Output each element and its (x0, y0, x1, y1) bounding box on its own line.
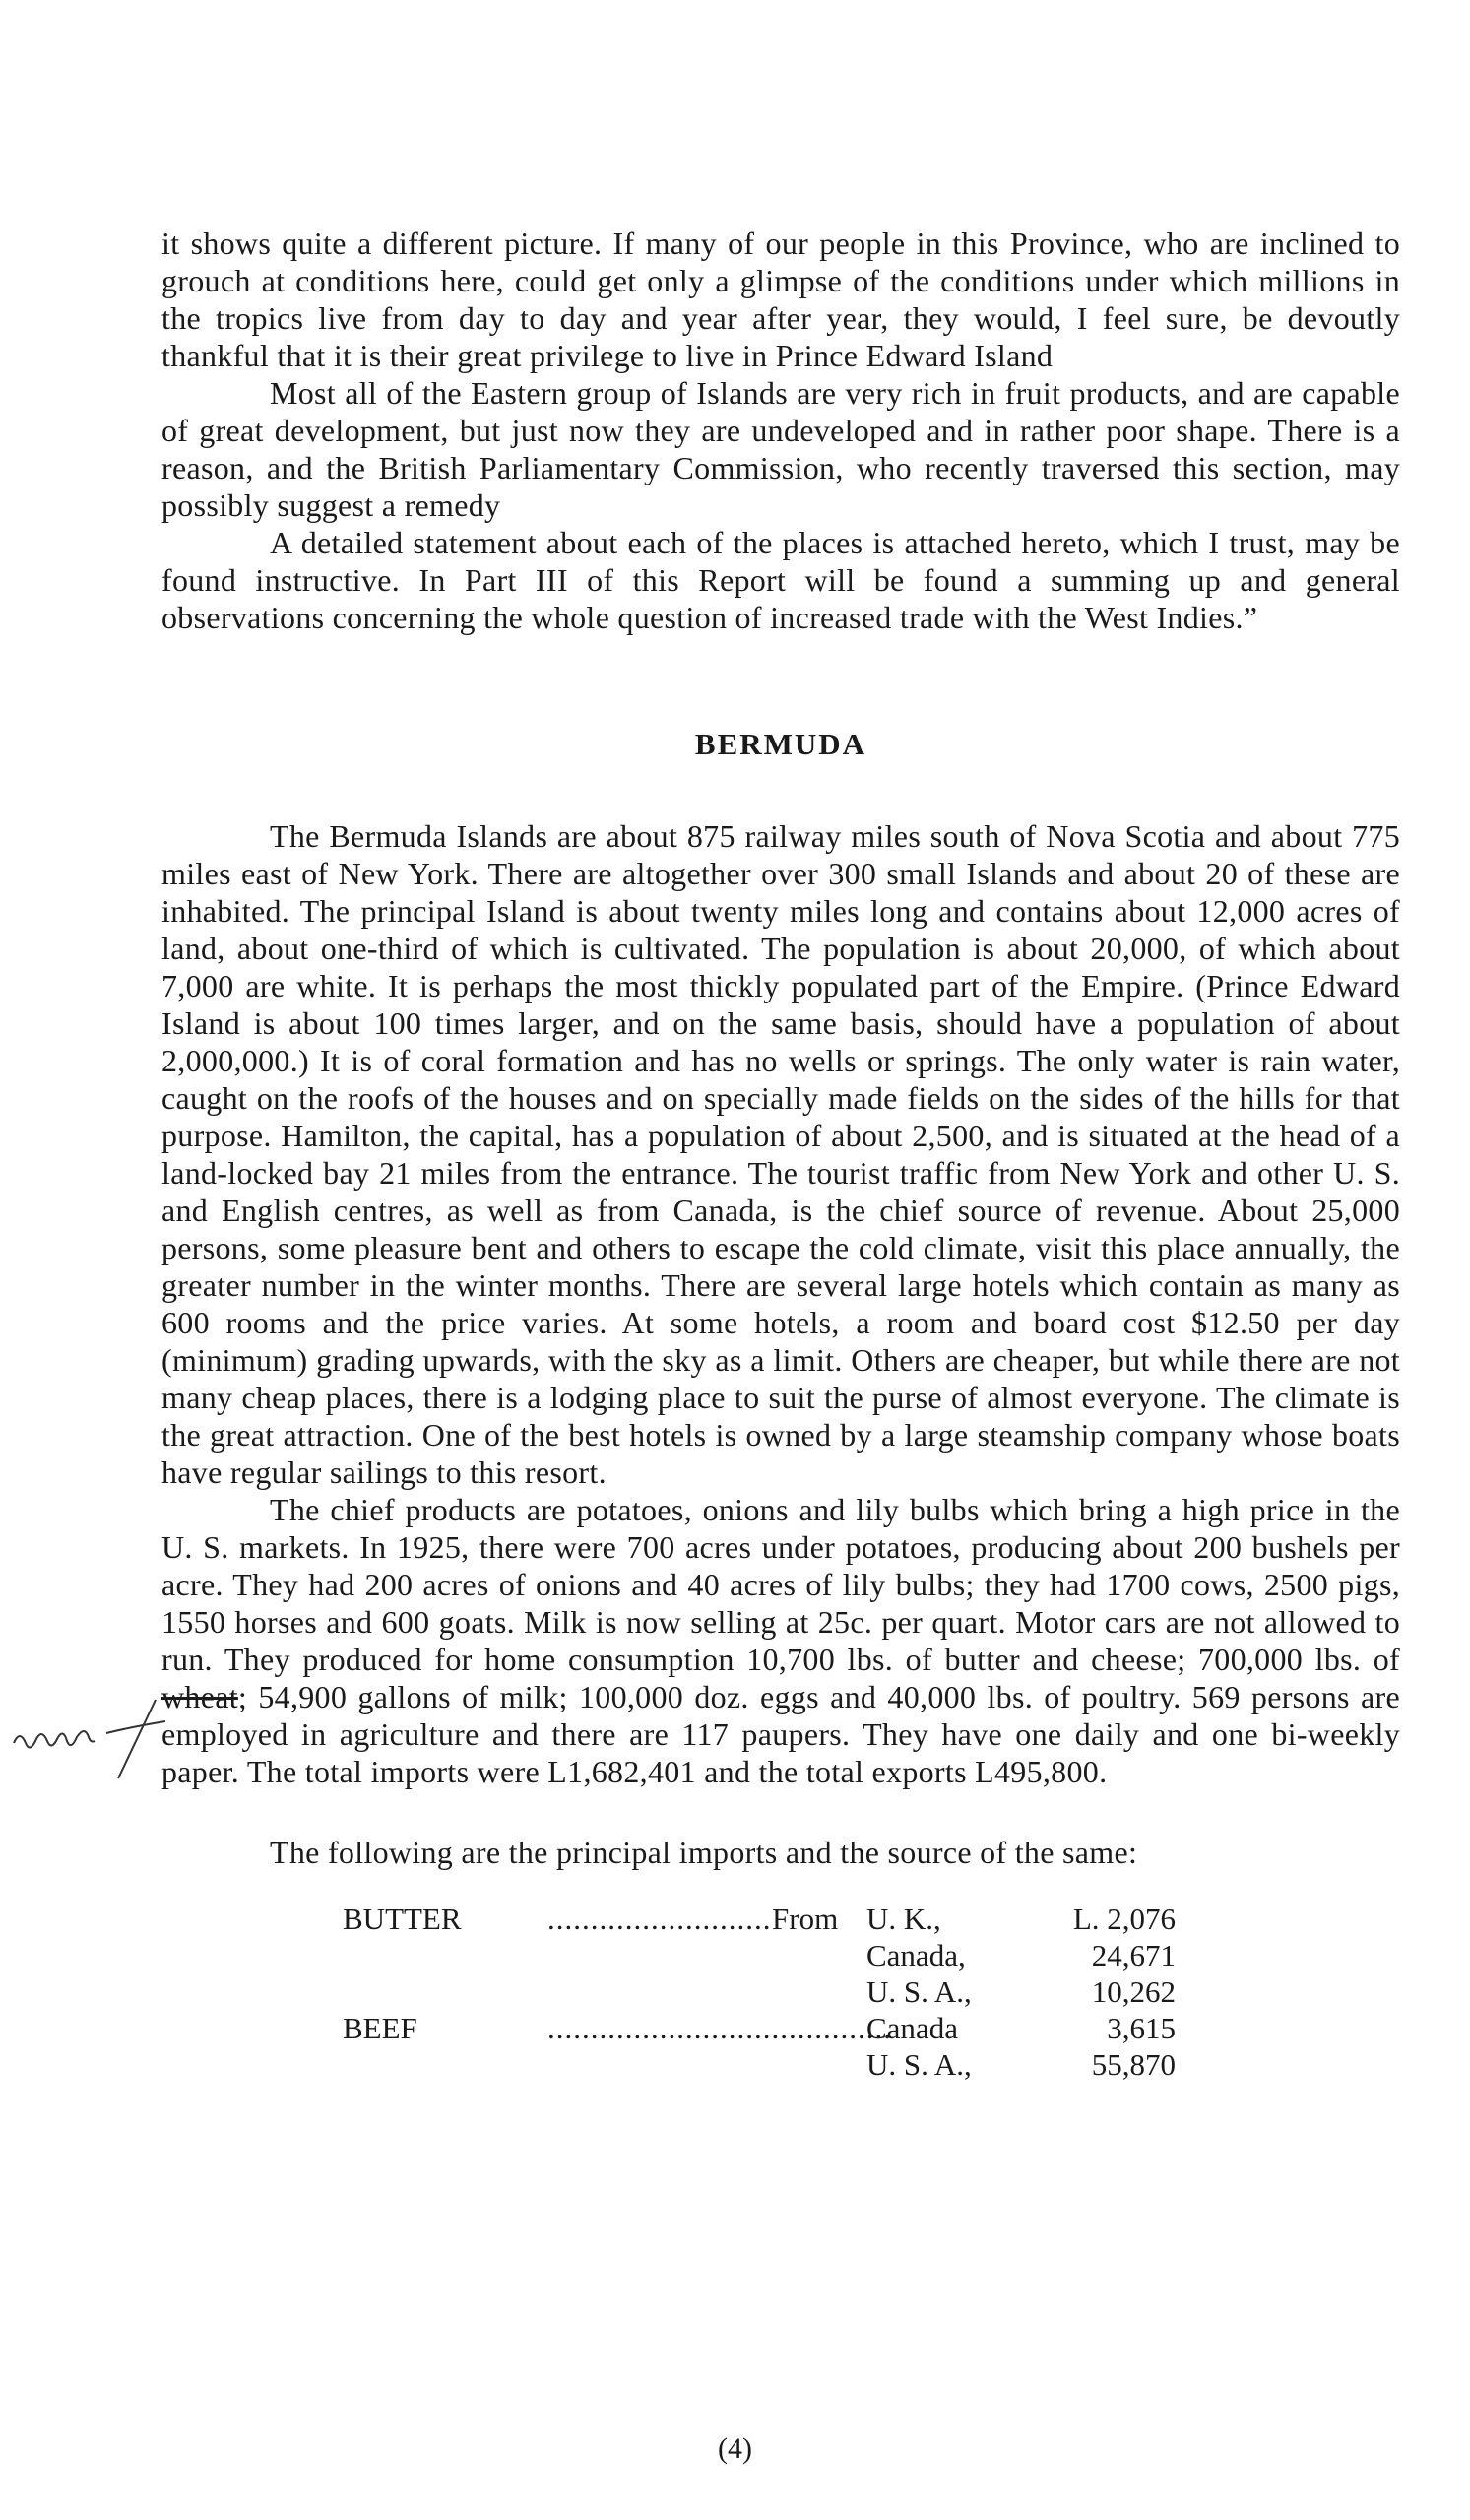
bermuda-paragraph-2 (161, 1491, 1400, 1790)
imports-table (161, 1901, 1400, 2083)
document-page (161, 225, 1400, 2083)
table-row (161, 2046, 1400, 2083)
import-source: Canada (866, 2011, 958, 2045)
import-amount: 10,262 (1091, 1974, 1176, 2009)
struck-word: wheat (161, 1679, 238, 1714)
intro-paragraph-1: it shows quite a different picture. If many of our people in this Province, who are inclined to grouch at conditions here, could get only a glimpse of the conditions under which millions in the tropics live from day to day and year after year, they would, I feel sure, be devoutly thankful that it is their great privilege to live in Prince Edward Island (161, 226, 1400, 373)
paragraph-2-text-b: ; 54,900 gallons of milk; 100,000 doz. eggs and 40,000 lbs. of poultry. 569 persons are employed in agriculture and there are 117 paupers. They have one daily and one bi-weekly paper. The total imports were L1,682,401 and the total exports L495,800. (161, 1679, 1400, 1789)
page-number: (4) (718, 2432, 752, 2465)
import-item: BUTTER (343, 1902, 462, 1936)
import-item: BEEF (343, 2011, 417, 2045)
table-row (161, 1937, 1400, 1973)
import-amount: 3,615 (1107, 2011, 1176, 2045)
table-row (161, 2010, 1400, 2046)
section-heading-bermuda: BERMUDA (694, 727, 867, 761)
intro-paragraph-3: A detailed statement about each of the places is attached hereto, which I trust, may be found instructive. In Part III of this Report will be found a summing up and general observations concerning the whole question of increased trade with the West Indies.” (161, 525, 1400, 635)
from-label: From (772, 1902, 839, 1936)
intro-paragraph-2: Most all of the Eastern group of Islands are very rich in fruit products, and are capable of great development, but just now they are undeveloped and in rather poor shape. There is a reason, and the British Parliamentary Commission, who recently traversed this section, may possibly suggest a remedy (161, 375, 1400, 523)
import-source: Canada, (866, 1938, 966, 1972)
leader-dots: .......................... (547, 1902, 772, 1936)
import-source: U. K., (866, 1902, 941, 1936)
table-row (161, 1901, 1400, 1937)
bermuda-paragraph-1: The Bermuda Islands are about 875 railway miles south of Nova Scotia and about 775 miles east of New York. There are altogether over 300 small Islands and about 20 of these are inhabited. The principal Island is about twenty miles long and contains about 12,000 acres of land, about one-third of which is cultivated. The population is about 20,000, of which about 7,000 are white. It is perhaps the most thickly populated part of the Empire. (Prince Edward Island is about 100 times larger, and on the same basis, should have a population of about 2,000,000.) It is of coral formation and has no wells or springs. The only water is rain water, caught on the roofs of the houses and on specially made fields on the sides of the hills for that purpose. Hamilton, the capital, has a population of about 2,500, and is situated at the head of a land-locked bay 21 miles from the entrance. The tourist traffic from New York and other U. S. and English centres, as well as from Canada, is the chief source of revenue. About 25,000 persons, some pleasure bent and others to escape the cold climate, visit this place annually, the greater number in the winter months. There are several large hotels which contain as many as 600 rooms and the price varies. At some hotels, a room and board cost $12.50 per day (minimum) grading upwards, with the sky as a limit. Others are cheaper, but while there are not many cheap places, there is a lodging place to suit the purse of almost everyone. The climate is the great attraction. One of the best hotels is owned by a large steamship company whose boats have regular sailings to this resort. (161, 818, 1400, 1490)
import-amount: 24,671 (1091, 1938, 1176, 1972)
handwritten-margin-note (8, 1692, 169, 1780)
leader-dots: ........................................ (547, 2011, 892, 2045)
import-source: U. S. A., (866, 1974, 972, 2009)
import-amount: 55,870 (1091, 2047, 1176, 2082)
imports-intro: The following are the principal imports and the source of the same: (270, 1835, 1138, 1870)
import-source: U. S. A., (866, 2047, 972, 2082)
paragraph-2-text-a: The chief products are potatoes, onions and lily bulbs which bring a high price in the U. S. markets. In 1925, there were 700 acres under potatoes, producing about 200 bushels per acre. They had 200 acres of onions and 40 acres of lily bulbs; they had 1700 cows, 2500 pigs, 1550 horses and 600 goats. Milk is now selling at 25c. per quart. Motor cars are not allowed to run. They produced for home consumption 10,700 lbs. of butter and cheese; 700,000 lbs. of (161, 1492, 1400, 1677)
table-row (161, 1973, 1400, 2010)
import-amount: L. 2,076 (1072, 1902, 1176, 1936)
